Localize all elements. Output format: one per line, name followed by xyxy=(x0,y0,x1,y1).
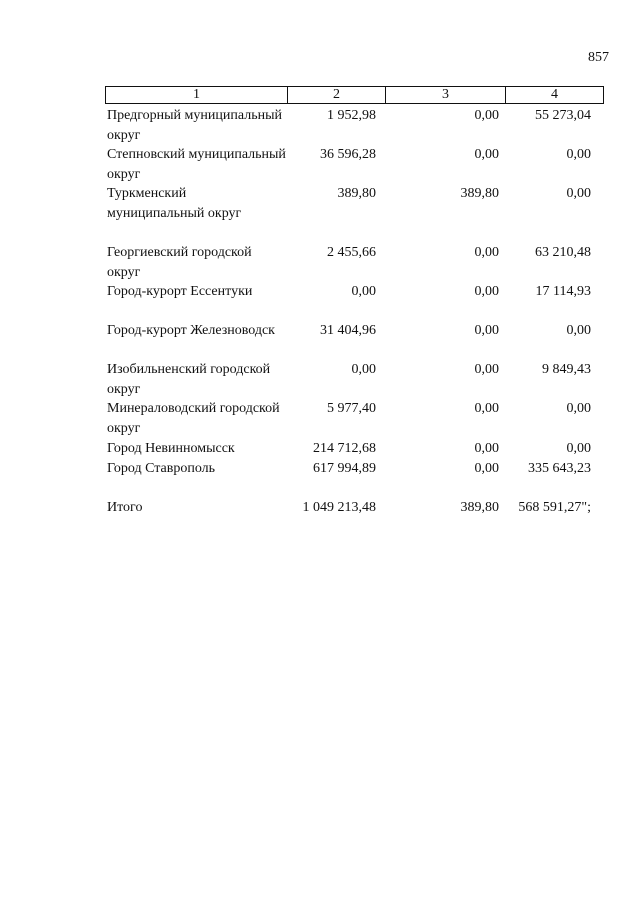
row-value-col3: 0,00 xyxy=(474,323,499,338)
row-value-col3: 0,00 xyxy=(474,461,499,476)
row-value-col2: 1 952,98 xyxy=(327,108,376,123)
column-header-2: 2 xyxy=(287,87,385,103)
table-row xyxy=(105,321,604,341)
total-value-col2: 1 049 213,48 xyxy=(302,500,376,515)
total-value-col3: 389,80 xyxy=(460,500,499,515)
column-header-1: 1 xyxy=(193,87,200,102)
row-value-col3: 0,00 xyxy=(474,401,499,416)
row-name: Изобильненский городской округ xyxy=(107,362,271,397)
table-row xyxy=(105,145,604,184)
table-row xyxy=(105,360,604,399)
row-value-col3: 0,00 xyxy=(474,147,499,162)
row-value-col2: 389,80 xyxy=(337,186,376,201)
row-value-col4: 63 210,48 xyxy=(535,245,591,260)
table-row xyxy=(105,459,604,479)
row-value-col2: 0,00 xyxy=(351,284,376,299)
data-table xyxy=(105,86,604,515)
row-name: Минераловодский городской округ xyxy=(107,401,280,436)
row-value-col4: 17 114,93 xyxy=(535,284,591,299)
table-row xyxy=(105,282,604,302)
row-name: Георгиевский городской округ xyxy=(107,245,252,280)
row-value-col4: 0,00 xyxy=(566,323,591,338)
column-header-3: 3 xyxy=(385,87,505,103)
table-row xyxy=(105,399,604,438)
table-row xyxy=(105,243,604,282)
row-value-col3: 0,00 xyxy=(474,441,499,456)
table-row xyxy=(105,106,604,145)
row-value-col4: 0,00 xyxy=(566,441,591,456)
row-value-col4: 0,00 xyxy=(566,186,591,201)
row-value-col2: 0,00 xyxy=(351,362,376,377)
row-name: Туркменский муниципальный округ xyxy=(107,186,242,221)
row-value-col2: 2 455,66 xyxy=(327,245,376,260)
row-value-col3: 0,00 xyxy=(474,108,499,123)
row-value-col4: 55 273,04 xyxy=(535,108,591,123)
row-value-col2: 5 977,40 xyxy=(327,401,376,416)
row-value-col3: 389,80 xyxy=(460,186,499,201)
row-value-col2: 31 404,96 xyxy=(320,323,376,338)
row-name: Город Ставрополь xyxy=(107,461,216,476)
page-number: 857 xyxy=(588,50,609,65)
row-name: Степновский муниципальный округ xyxy=(107,147,286,182)
row-value-col3: 0,00 xyxy=(474,245,499,260)
row-value-col3: 0,00 xyxy=(474,284,499,299)
column-header-4: 4 xyxy=(505,87,603,103)
row-name: Предгорный муниципальный округ xyxy=(107,108,282,143)
row-value-col2: 617 994,89 xyxy=(313,461,376,476)
row-name: Город-курорт Ессентуки xyxy=(107,284,253,299)
total-value-col4: 568 591,27"; xyxy=(518,500,591,515)
row-name: Город-курорт Железноводск xyxy=(107,323,275,338)
row-value-col4: 9 849,43 xyxy=(542,362,591,377)
row-value-col2: 214 712,68 xyxy=(313,441,376,456)
table-row xyxy=(105,439,604,459)
table-total-row xyxy=(105,498,604,518)
total-label: Итого xyxy=(107,500,143,515)
row-value-col3: 0,00 xyxy=(474,362,499,377)
table-row xyxy=(105,184,604,223)
row-value-col4: 0,00 xyxy=(566,147,591,162)
table-header xyxy=(105,86,604,104)
row-value-col4: 335 643,23 xyxy=(528,461,591,476)
row-value-col2: 36 596,28 xyxy=(320,147,376,162)
row-name: Город Невинномысск xyxy=(107,441,235,456)
row-value-col4: 0,00 xyxy=(566,401,591,416)
